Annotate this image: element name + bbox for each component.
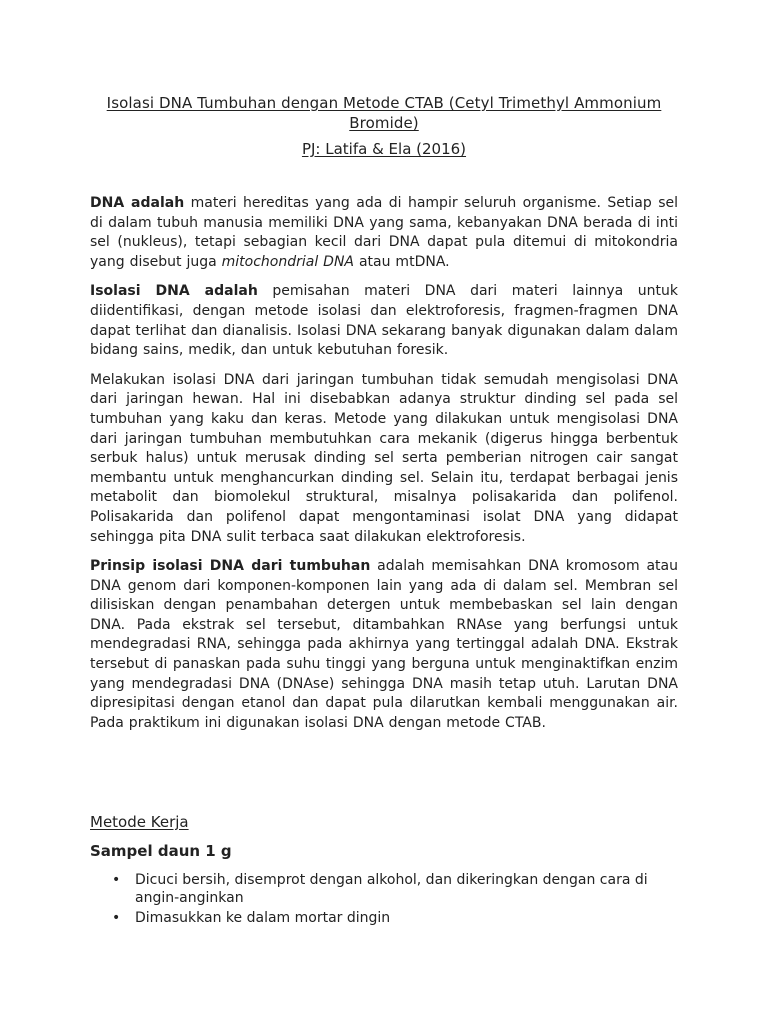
paragraph-lead: Isolasi DNA adalah [90, 283, 258, 300]
paragraph-text: Melakukan isolasi DNA dari jaringan tumbuhan tidak semudah mengisolasi DNA dari jaringan hewan. Hal ini disebabkan adanya struktur dinding sel pada sel tumbuhan yang kaku dan keras. Metode yang dilakukan untuk mengisolasi DNA dari jaringan tumbuhan membutuhkan cara mekanik (digerus hingga berbentuk serbuk halus) untuk merusak dinding sel serta pemberian nitrogen cair sangat membantu untuk menghancurkan dinding sel. Selain itu, terdapat berbagai jenis metabolit dan biomolekul struktural, misalnya polisakarida dan polifenol. Polisakarida dan polifenol dapat mengontaminasi isolat DNA yang didapat sehingga pita DNA sulit terbaca saat dilakukan elektroforesis. [90, 371, 678, 545]
list-item-text: Dimasukkan ke dalam mortar dingin [135, 910, 391, 926]
paragraph-text: pemisahan materi DNA dari materi lainnya untuk diidentifikasi, dengan metode isolasi dan elektroforesis, fragmen-fragmen DNA dapat terlihat dan dianalisis. Isolasi DNA sekarang banyak digunakan dalam dalam bidang sains, medik, dan untuk kebutuhan foresik. [90, 283, 678, 359]
list-item [90, 871, 678, 907]
paragraph-text: materi hereditas yang ada di hampir seluruh organisme. Setiap sel di dalam tubuh manusia memiliki DNA yang sama, kebanyakan DNA berada di inti sel (nukleus), tetapi sebagian kecil dari DNA dapat pula ditemui di mitokondria yang disebut juga [90, 195, 678, 270]
section-heading: Metode Kerja [90, 813, 189, 831]
bullet-icon: • [112, 872, 121, 888]
paragraph-italic-term: mitochondrial DNA [221, 253, 355, 270]
document-body [90, 194, 678, 743]
paragraph-principle [90, 557, 678, 733]
list-item [90, 909, 678, 927]
paragraph-text: atau mtDNA. [354, 253, 450, 270]
paragraph-isolation-definition [90, 282, 678, 360]
document-title: Isolasi DNA Tumbuhan dengan Metode CTAB (Cetyl Trimethyl Ammonium Bromide) [106, 94, 662, 132]
paragraph-lead: Prinsip isolasi DNA dari tumbuhan [90, 558, 371, 575]
paragraph-dna-definition [90, 194, 678, 272]
paragraph-plant-isolation [90, 371, 678, 547]
procedure-list [90, 871, 678, 929]
paragraph-text: adalah memisahkan DNA kromosom atau DNA genom dari komponen-komponen lain yang ada di dalam sel. Membran sel dilisiskan dengan penambahan detergen untuk membebaskan sel lain dengan DNA. Pada ekstrak sel tersebut, ditambahkan RNAse yang berfungsi untuk mendegradasi RNA, sehingga pada akhirnya yang tertinggal adalah DNA. Ekstrak tersebut di panaskan pada suhu tinggi yang berguna untuk menginaktifkan enzim yang mendegradasi DNA (DNAse) sehingga DNA masih tetap utuh. Larutan DNA dipresipitasi dengan etanol dan dapat pula dilarutkan kembali menggunakan air. Pada praktikum ini digunakan isolasi DNA dengan metode CTAB. [90, 558, 678, 731]
list-item-text: Dicuci bersih, disemprot dengan alkohol, dan dikeringkan dengan cara di angin-anginkan [135, 872, 648, 906]
section-subheading: Sampel daun 1 g [90, 842, 232, 860]
document-subtitle: PJ: Latifa & Ela (2016) [301, 140, 467, 158]
bullet-icon: • [112, 910, 121, 926]
paragraph-lead: DNA adalah [90, 195, 185, 211]
